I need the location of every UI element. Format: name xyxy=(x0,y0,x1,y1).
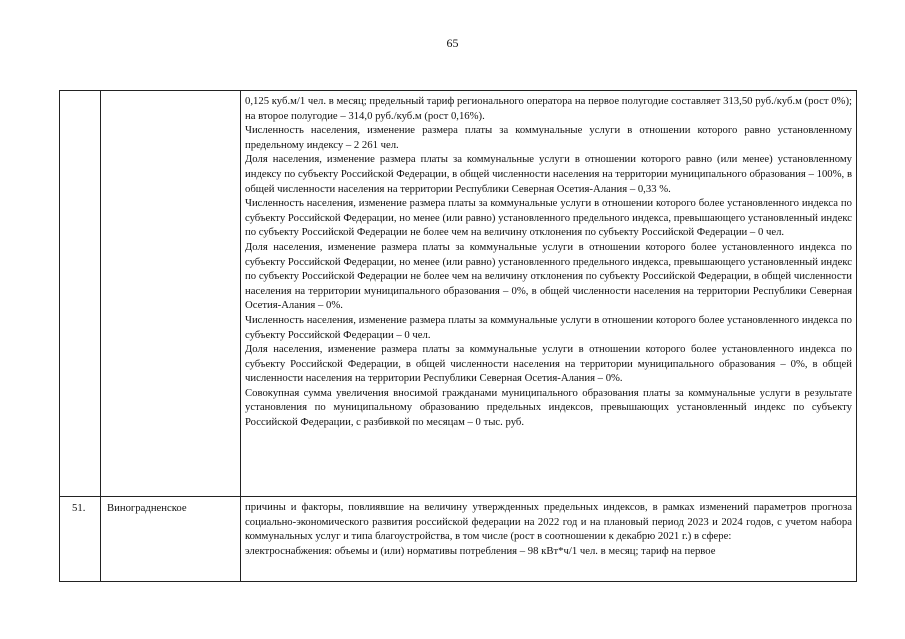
paragraph: 0,125 куб.м/1 чел. в месяц; предельный тариф регионального оператора на первое полугодие составляет 313,50 руб./куб.м (рост 0%); на второе полугодие – 314,0 руб./куб.м (рост 0,16%). xyxy=(245,95,852,122)
paragraph: Численность населения, изменение размера платы за коммунальные услуги в отношении которого более установленного индекса по субъекту Российской Федерации – 0 чел. xyxy=(245,313,852,341)
description-cell xyxy=(241,497,857,582)
paragraph: Доля населения, изменение размера платы за коммунальные услуги в отношении которого равно (или менее) установленному индексу по субъекту Российской Федерации, в общей численности населения на территории муниципального образования – 100%, в общей численности населения на территории Республики Северная Осетия-Алания – 0,33 %. xyxy=(245,153,852,195)
paragraph: Доля населения, изменение размера платы за коммунальные услуги в отношении которого более установленного индекса по субъекту Российской Федерации, в общей численности населения на территории муниципального образования – 0%, в общей численности населения на территории Республики Северная Осетия-Алания – 0%. xyxy=(245,343,852,385)
description-cell xyxy=(241,91,857,497)
paragraph: электроснабжения: объемы и (или) нормативы потребления – 98 кВт*ч/1 чел. в месяц; тариф на первое xyxy=(245,544,716,557)
municipality-name-cell: Виноградненское xyxy=(101,497,241,582)
table-row xyxy=(60,91,857,497)
document-table xyxy=(59,90,857,582)
paragraph: Численность населения, изменение размера платы за коммунальные услуги в отношении которого равно установленному предельному индексу – 2 261 чел. xyxy=(245,124,852,151)
municipality-name-cell xyxy=(101,91,241,497)
row-number-cell: 51. xyxy=(60,497,101,582)
paragraph: причины и факторы, повлиявшие на величину утвержденных предельных индексов, в рамках изменений параметров прогноза социально-экономического развития российской федерации на 2022 год и на плановый период 2023 и 2024 годов, с учетом набора коммунальных услуг и типа благоустройства, в том числе (рост в соотношении к декабрю 2021 г.) в сфере: xyxy=(245,501,852,543)
paragraph: Численность населения, изменение размера платы за коммунальные услуги в отношении которого более установленного индекса по субъекту Российской Федерации, но менее (или равно) установленного предельного индекса, превышающего установленный индекс по субъекту Российской Федерации не более чем на величину отклонения по субъекту Российской Федерации – 0 чел. xyxy=(245,197,852,239)
paragraph: Совокупная сумма увеличения вносимой гражданами муниципального образования платы за коммунальные услуги в результате установления по муниципальному образованию предельных индексов, превышающих установленный индекс по субъекту Российской Федерации, с разбивкой по месяцам – 0 тыс. руб. xyxy=(245,386,852,429)
paragraph: Доля населения, изменение размера платы за коммунальные услуги в отношении которого более установленного индекса по субъекту Российской Федерации, но менее (или равно) установленного предельного индекса, превышающего установленный индекс по субъекту Российской Федерации не более чем на величину отклонения по субъекту Российской Федерации, в общей численности населения на территории муниципального образования – 0%, в общей численности населения на территории Республики Северная Осетия-Алания – 0%. xyxy=(245,240,852,312)
table-row xyxy=(60,497,857,582)
row-number-cell xyxy=(60,91,101,497)
page-number: 65 xyxy=(446,36,459,50)
